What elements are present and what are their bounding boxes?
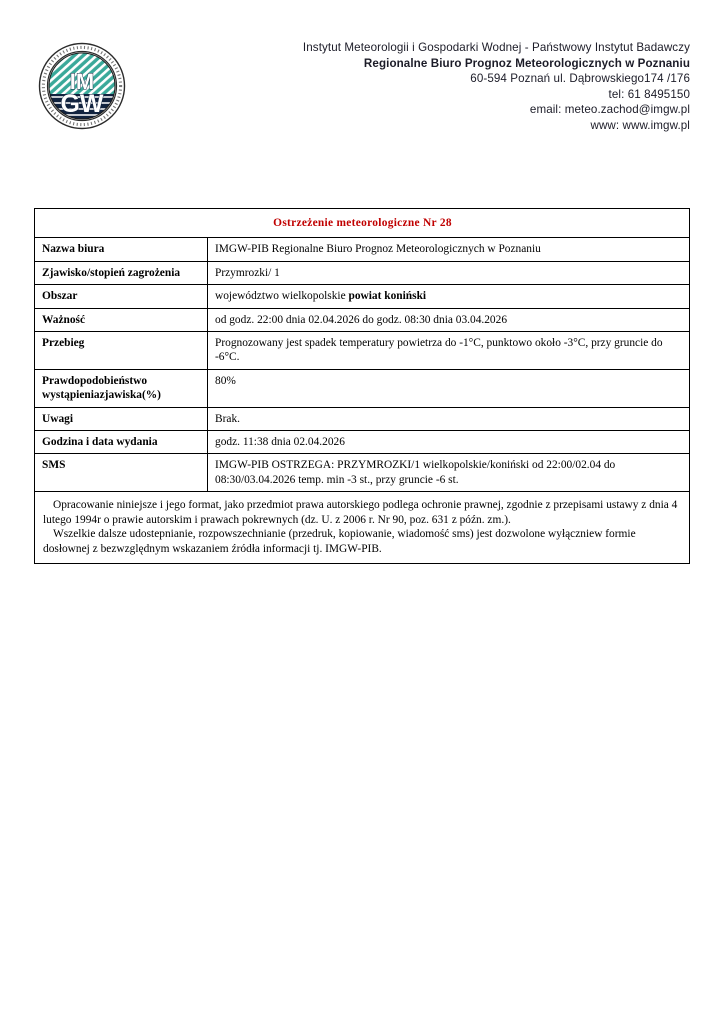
footnote-paragraph-1: Opracowanie niniejsze i jego format, jako przedmiot prawa autorskiego podlega ochronie prawnej, zgodnie z przepisami ustawy z dnia 4 lutego 1994r o prawie autorskim i prawach pokrewnych (dz. U. z 2006 r. Nr 90, poz. 631 z późn. zm.). (43, 499, 678, 526)
org-line-website: www: www.imgw.pl (590, 118, 690, 132)
row-label-uwagi: Uwagi (35, 407, 208, 430)
table-row (35, 285, 690, 308)
org-line-institute: Instytut Meteorologii i Gospodarki Wodnej - Państwowy Instytut Badawczy (302, 41, 690, 54)
table-row (35, 308, 690, 331)
table-row (35, 454, 690, 492)
imgw-logo (38, 42, 126, 130)
row-value-prawdopodobienstwo: 80% (208, 369, 690, 407)
document-header (0, 0, 724, 160)
row-label-prawdopodobienstwo: Prawdopodobieństwo wystąpieniazjawiska(%) (35, 369, 208, 407)
table-row-footnote (35, 492, 690, 564)
row-label-waznosc: Ważność (35, 308, 208, 331)
row-value-zjawisko: Przymrozki/ 1 (208, 261, 690, 284)
row-value-uwagi: Brak. (208, 407, 690, 430)
org-line-street: 60-594 Poznań ul. Dąbrowskiego174 /176 (470, 72, 690, 86)
org-line-email: email: meteo.zachod@imgw.pl (529, 103, 690, 117)
row-value-godzina-wydania: godz. 11:38 dnia 02.04.2026 (208, 431, 690, 454)
obszar-county: powiat koniński (348, 290, 427, 303)
row-value-obszar (208, 285, 690, 308)
row-label-zjawisko: Zjawisko/stopień zagrożenia (35, 261, 208, 284)
row-value-przebieg: Prognozowany jest spadek temperatury powietrza do -1°C, punktowo około -3°C, przy gruncie do -6°C. (208, 332, 690, 370)
weather-warning-table (34, 208, 690, 564)
obszar-voivodeship: województwo wielkopolskie (215, 290, 349, 303)
row-label-nazwa-biura: Nazwa biura (35, 238, 208, 261)
logo-text-im: IM (69, 69, 95, 94)
table-row (35, 238, 690, 261)
warning-title: Ostrzeżenie meteorologiczne Nr 28 (35, 209, 690, 238)
org-line-bureau: Regionalne Biuro Prognoz Meteorologicznych w Poznaniu (363, 56, 690, 70)
row-value-waznosc: od godz. 22:00 dnia 02.04.2026 do godz. 08:30 dnia 03.04.2026 (208, 308, 690, 331)
row-value-sms: IMGW-PIB OSTRZEGA: PRZYMROZKI/1 wielkopolskie/koniński od 22:00/02.04 do 08:30/03.04.2026 temp. min -3 st., przy gruncie -6 st. (208, 454, 690, 492)
copyright-footnote (35, 492, 690, 564)
logo-text-gw: GW (60, 90, 104, 118)
table-row (35, 261, 690, 284)
table-row (35, 369, 690, 407)
row-label-sms: SMS (35, 454, 208, 492)
table-row (35, 407, 690, 430)
table-row (35, 332, 690, 370)
footnote-paragraph-2: Wszelkie dalsze udostepnianie, rozpowszechnianie (przedruk, kopiowanie, wiadomość sms) jest dozwolone wyłączniew formie dosłownej z bezwzględnym wskazaniem źródła informacji tj. IMGW-PIB. (43, 528, 636, 555)
table-row (35, 431, 690, 454)
row-label-godzina-wydania: Godzina i data wydania (35, 431, 208, 454)
org-line-phone: tel: 61 8495150 (608, 87, 690, 101)
organisation-address-block (130, 40, 690, 134)
table-row-title (35, 209, 690, 238)
row-label-przebieg: Przebieg (35, 332, 208, 370)
row-label-obszar: Obszar (35, 285, 208, 308)
row-value-nazwa-biura: IMGW-PIB Regionalne Biuro Prognoz Meteorologicznych w Poznaniu (208, 238, 690, 261)
